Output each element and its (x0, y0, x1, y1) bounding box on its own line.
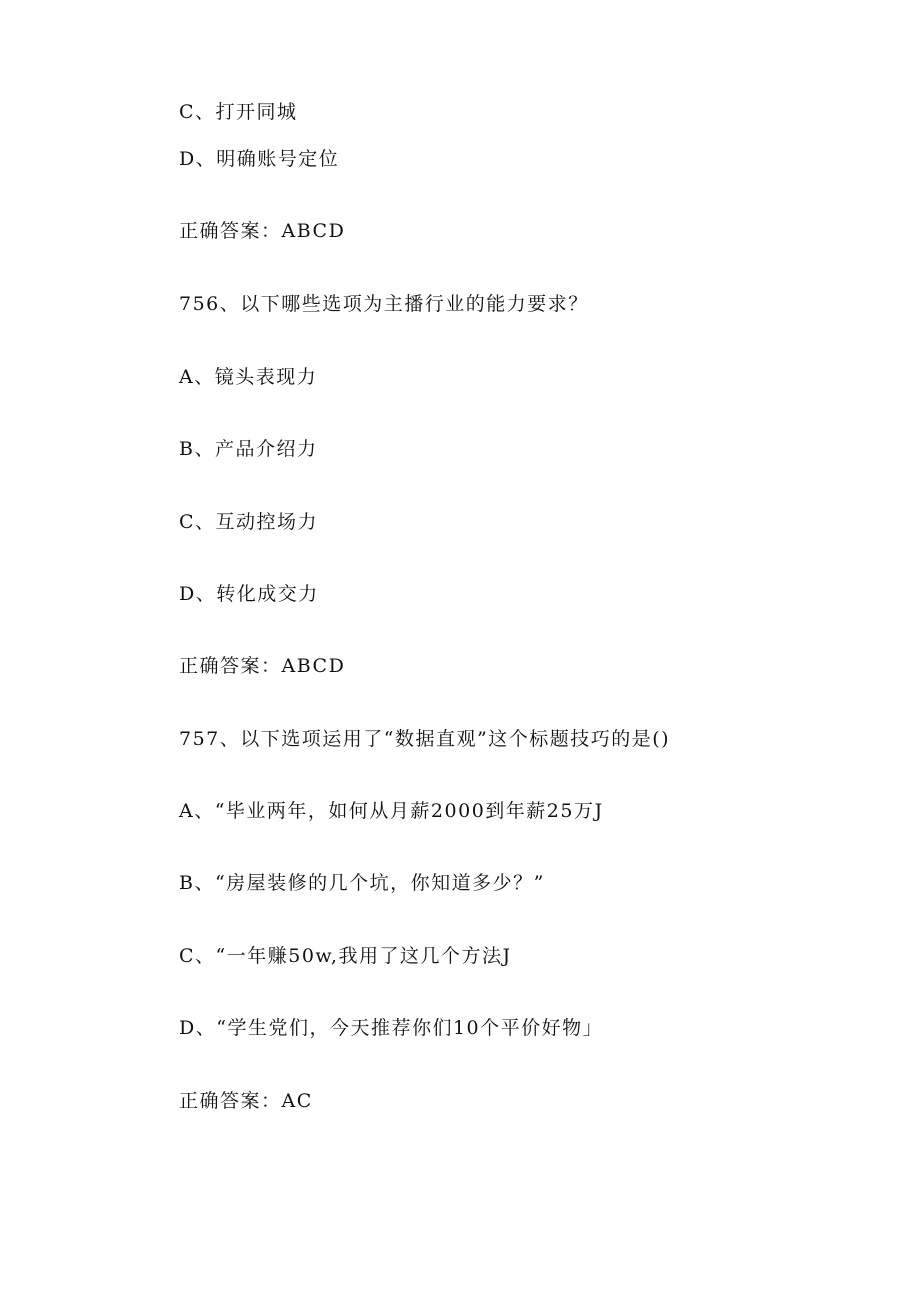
answer-q756: 正确答案：ABCD (179, 655, 346, 677)
option-d-q755: D、明确账号定位 (179, 148, 340, 170)
option-b-q756: B、产品介绍力 (179, 438, 318, 460)
option-c-q755: C、打开同城 (179, 101, 298, 123)
option-d-q757: D、“学生党们，今天推荐你们10个平价好物」 (179, 1017, 604, 1039)
option-b-q757: B、“房屋装修的几个坑，你知道多少？” (179, 872, 545, 894)
option-d-q756: D、转化成交力 (179, 583, 319, 605)
question-757: 757、以下选项运用了“数据直观”这个标题技巧的是() (179, 728, 671, 750)
answer-q755: 正确答案：ABCD (179, 220, 346, 242)
option-c-q757: C、“一年赚50w,我用了这几个方法J (179, 945, 512, 967)
option-c-q756: C、互动控场力 (179, 511, 319, 533)
question-756: 756、以下哪些选项为主播行业的能力要求？ (179, 293, 589, 315)
option-a-q756: A、镜头表现力 (179, 366, 318, 388)
option-a-q757: A、“毕业两年，如何从月薪2000到年薪25万J (179, 800, 604, 822)
answer-q757: 正确答案：AC (179, 1090, 313, 1112)
